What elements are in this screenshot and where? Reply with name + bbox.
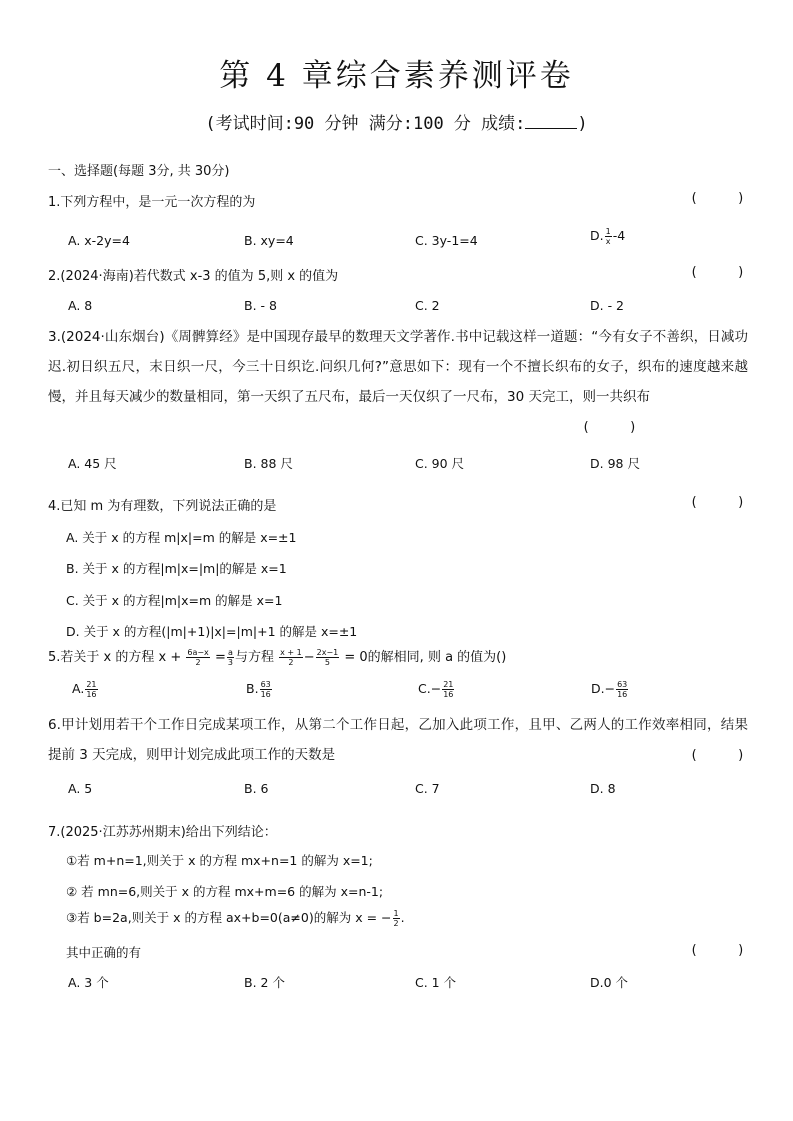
fraction-denominator: 2: [195, 658, 201, 667]
q2-option-a[interactable]: A. 8: [68, 298, 93, 313]
exam-info: [0, 109, 793, 134]
fraction-numerator: 63: [260, 680, 271, 689]
q5-text-3: 与方程: [234, 650, 274, 665]
fraction: [605, 227, 612, 246]
exam-info-text: (考试时间:90 分钟 满分:100 分 成绩:: [205, 114, 526, 134]
fraction: [616, 680, 628, 699]
fraction-numerator: 2x−1: [316, 648, 339, 657]
q4-option-b[interactable]: B. 关于 x 的方程|m|x=|m|的解是 x=1: [66, 561, 287, 576]
q1-option-a[interactable]: A. x-2y=4: [68, 233, 130, 248]
q1-option-d-label: D.: [590, 228, 604, 243]
q3-option-a[interactable]: A. 45 尺: [68, 456, 117, 471]
q5-option-c-label: C.−: [418, 681, 442, 696]
q3-option-c[interactable]: C. 90 尺: [415, 456, 465, 471]
q2-option-d[interactable]: D. - 2: [590, 298, 625, 313]
fraction-numerator: 1: [393, 909, 399, 918]
fraction-denominator: 16: [260, 690, 271, 699]
answer-paren[interactable]: ( ): [690, 943, 745, 958]
fraction-denominator: 2: [288, 658, 294, 667]
fraction-numerator: a: [227, 648, 233, 657]
q5-option-d[interactable]: [591, 680, 629, 699]
q7-option-d[interactable]: D.0 个: [590, 975, 629, 990]
fraction-numerator: 1: [605, 227, 611, 236]
exam-info-close: ): [577, 114, 588, 134]
q7-conclusion-2: ② 若 mn=6,则关于 x 的方程 mx+m=6 的解为 x=n-1;: [66, 884, 384, 899]
q7-ask: 其中正确的有: [66, 945, 142, 960]
q5-option-c[interactable]: [418, 680, 455, 699]
q7-conclusion-3: [66, 908, 405, 928]
q1-option-d-rest: -4: [612, 228, 626, 243]
question-1-stem: 1.下列方程中，是一元一次方程的为: [48, 195, 256, 210]
fraction: [260, 680, 272, 699]
page-title: 第 4 章综合素养测评卷: [219, 58, 574, 94]
fraction-numerator: x + 1: [280, 648, 302, 657]
q6-option-b[interactable]: B. 6: [244, 781, 269, 796]
q5-option-d-label: D.−: [591, 681, 616, 696]
fraction-denominator: 16: [86, 690, 97, 699]
q5-option-a[interactable]: [72, 680, 99, 699]
answer-paren[interactable]: ( ): [690, 265, 745, 280]
q7-option-c[interactable]: C. 1 个: [415, 975, 457, 990]
question-3-stem: 3.(2024·山东烟台)《周髀算经》是中国现存最早的数理天文学著作.书中记载这样一道题：“今有女子不善织，日减功迟.初日织五尺，末日织一尺，今三十日织讫.问织几何?”意思如下：现有一个不擅长织布的女子，织布的速度越来越慢，并且每天减少的数量相同，第一天织了五尺布，最后一天仅织了一尺布，30 天完工，则一共织布: [48, 329, 748, 405]
fraction: [442, 680, 454, 699]
question-7-stem: 7.(2025·江苏苏州期末)给出下列结论：: [48, 825, 277, 840]
q2-option-c[interactable]: C. 2: [415, 298, 440, 313]
q6-option-a[interactable]: A. 5: [68, 781, 93, 796]
q5-option-b-label: B.: [246, 681, 259, 696]
fraction: [85, 680, 97, 699]
q5-text-1: 5.若关于 x 的方程 x +: [48, 650, 182, 665]
fraction: [227, 648, 234, 667]
question-2-stem: 2.(2024·海南)若代数式 x-3 的值为 5,则 x 的值为: [48, 269, 339, 284]
q1-option-c[interactable]: C. 3y-1=4: [415, 233, 478, 248]
fraction-denominator: 16: [443, 690, 454, 699]
question-4-stem: 4.已知 m 为有理数，下列说法正确的是: [48, 499, 277, 514]
q7-conclusion-1: ①若 m+n=1,则关于 x 的方程 mx+n=1 的解为 x=1;: [66, 853, 373, 868]
fraction-numerator: 21: [443, 680, 454, 689]
fraction: [393, 909, 400, 928]
fraction-denominator: x: [605, 237, 611, 246]
question-6-stem: 6.甲计划用若干个工作日完成某项工作，从第二个工作日起，乙加入此项工作，且甲、乙两人的工作效率相同，结果提前 3 天完成，则甲计划完成此项工作的天数是: [48, 717, 748, 763]
q5-option-a-label: A.: [72, 681, 85, 696]
fraction-denominator: 5: [324, 658, 330, 667]
q4-option-d[interactable]: D. 关于 x 的方程(|m|+1)|x|=|m|+1 的解是 x=±1: [66, 624, 358, 639]
q4-option-a[interactable]: A. 关于 x 的方程 m|x|=m 的解是 x=±1: [66, 530, 297, 545]
q7-option-b[interactable]: B. 2 个: [244, 975, 285, 990]
q2-option-b[interactable]: B. - 8: [244, 298, 277, 313]
fraction: [279, 648, 303, 667]
q3-option-d[interactable]: D. 98 尺: [590, 456, 640, 471]
fraction-denominator: 16: [617, 690, 628, 699]
q4-option-c[interactable]: C. 关于 x 的方程|m|x=m 的解是 x=1: [66, 593, 283, 608]
q7-conclusion-3-text: ③若 b=2a,则关于 x 的方程 ax+b=0(a≠0)的解为 x = −: [66, 910, 392, 925]
fraction-numerator: 63: [617, 680, 628, 689]
fraction-denominator: 3: [227, 658, 233, 667]
q5-text-5: = 0的解相同, 则 a 的值为(): [344, 650, 507, 665]
fraction: [316, 648, 340, 667]
q6-option-c[interactable]: C. 7: [415, 781, 440, 796]
fraction-denominator: 2: [393, 919, 399, 928]
q1-option-b[interactable]: B. xy=4: [244, 233, 294, 248]
answer-paren[interactable]: ( ): [690, 191, 745, 206]
answer-paren[interactable]: ( ): [582, 420, 637, 435]
fraction: [186, 648, 209, 667]
score-blank[interactable]: [525, 113, 577, 129]
q3-option-b[interactable]: B. 88 尺: [244, 456, 293, 471]
q5-option-b[interactable]: [246, 680, 273, 699]
question-5-stem: [48, 646, 506, 667]
q1-option-d[interactable]: [590, 227, 625, 246]
q6-option-d[interactable]: D. 8: [590, 781, 616, 796]
q7-option-a[interactable]: A. 3 个: [68, 975, 109, 990]
fraction-numerator: 6a−x: [187, 648, 209, 657]
q7-conclusion-3-end: .: [400, 910, 405, 925]
q5-text-2: =: [214, 650, 226, 665]
fraction-numerator: 21: [86, 680, 97, 689]
answer-paren[interactable]: ( ): [690, 495, 745, 510]
answer-paren[interactable]: ( ): [690, 748, 745, 763]
section-heading: 一、选择题(每题 3分, 共 30分): [48, 164, 230, 179]
q5-text-4: −: [303, 650, 315, 665]
